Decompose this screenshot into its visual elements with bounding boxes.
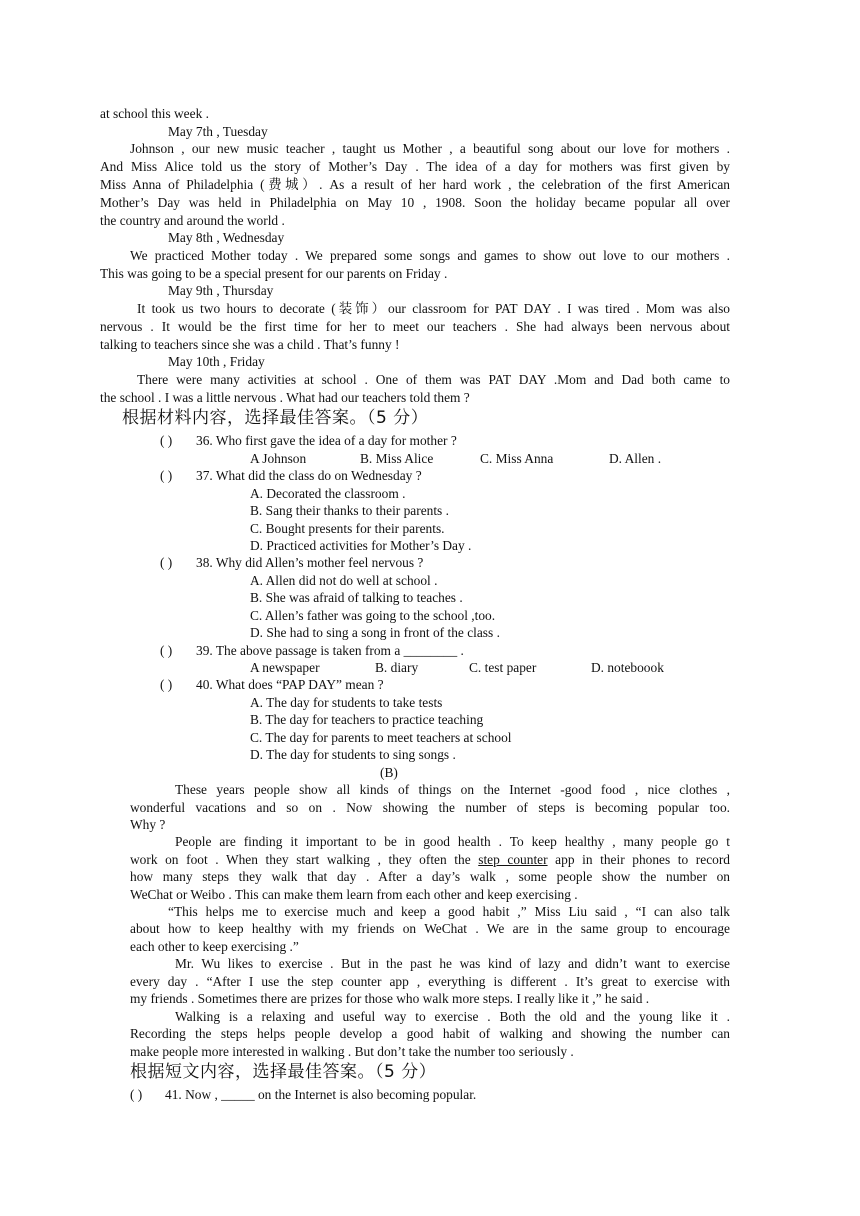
diary-line: the school . I was a little nervous . What had our teachers told them ? [100,390,470,405]
passage-line [130,851,730,869]
option: D. Allen . [609,451,662,466]
question-stem: 39. The above passage is taken from a ________ . [196,643,464,658]
diary-date: May 7th , Tuesday [168,124,268,139]
option: B. Sang their thanks to their parents . [250,503,449,518]
option: A. Decorated the classroom . [250,486,406,501]
diary-line: nervous . It would be the first time for her to meet our teachers . She had always been nervous about [100,319,730,334]
answer-blank[interactable]: ( ) [160,433,173,448]
passage-line: Walking is a relaxing and useful way to exercise . Both the old and the young like it . [175,1009,730,1024]
section-b-heading: (B) [380,765,398,780]
diary-line: talking to teachers since she was a child . That’s funny ! [100,337,400,352]
diary-line: There were many activities at school . One of them was PAT DAY .Mom and Dad both came to [137,372,730,387]
diary-line: This was going to be a special present for our parents on Friday . [100,266,448,281]
diary-line: And Miss Alice told us the story of Mother’s Day . The idea of a day for mothers was first given by [100,159,730,174]
diary-line: We practiced Mother today . We prepared some songs and games to show out love to our mothers . [130,248,730,263]
option: C. The day for parents to meet teachers at school [250,730,512,745]
answer-blank[interactable]: ( ) [130,1087,143,1102]
passage-line: Recording the steps helps people develop a good habit of walking and showing the number can [130,1026,730,1041]
passage-text: work on foot . When they start walking , they often the [130,852,479,867]
answer-blank[interactable]: ( ) [160,643,173,658]
passage-line: WeChat or Weibo . This can make them learn from each other and keep exercising . [130,887,578,902]
passage-line: wonderful vacations and so on . Now showing the number of steps is becoming popular too. [130,800,730,815]
option: B. diary [375,660,419,675]
option: C. Miss Anna [480,451,554,466]
option: A. Allen did not do well at school . [250,573,438,588]
option: C. Bought presents for their parents. [250,521,445,536]
option: D. Practiced activities for Mother’s Day . [250,538,472,553]
passage-line: about how to keep healthy with my friends on WeChat . We are in the same group to encourage [130,921,730,936]
option: D. noteboook [591,660,664,675]
passage-line: Mr. Wu likes to exercise . But in the past he was kind of lazy and didn’t want to exercise [175,956,730,971]
option: B. Miss Alice [360,451,434,466]
passage-line: each other to keep exercising .” [130,939,299,954]
step-counter-term: step counter [478,852,548,867]
option: D. The day for students to sing songs . [250,747,456,762]
intro-tail: at school this week . [100,106,209,121]
question-stem: 37. What did the class do on Wednesday ? [196,468,422,483]
passage-line: how many steps they walk that day . After a day’s walk , some people show the number on [130,869,730,884]
question-stem: 36. Who first gave the idea of a day for mother ? [196,433,457,448]
passage-line: People are finding it important to be in good health . To keep healthy , many people go t [175,834,730,849]
question-stem: 41. Now , _____ on the Internet is also becoming popular. [165,1087,477,1102]
question-stem: 38. Why did Allen’s mother feel nervous ? [196,555,424,570]
passage-line: “This helps me to exercise much and keep a good habit ,” Miss Liu said , “I can also talk [168,904,730,919]
passage-text: app in their phones to record [547,852,730,867]
diary-date: May 8th , Wednesday [168,230,285,245]
answer-blank[interactable]: ( ) [160,555,173,570]
diary-line: It took us two hours to decorate (装饰）our classroom for PAT DAY . I was tired . Mom was also [137,301,730,316]
passage-line: every day . “After I use the step counter app , everything is different . It’s great to exercise with [130,974,730,989]
diary-date: May 10th , Friday [168,354,265,369]
option: A. The day for students to take tests [250,695,443,710]
option: D. She had to sing a song in front of the class . [250,625,500,640]
option: A Johnson [250,451,307,466]
option: B. The day for teachers to practice teaching [250,712,484,727]
passage-line: These years people show all kinds of things on the Internet -good food , nice clothes , [175,782,730,797]
option: B. She was afraid of talking to teaches . [250,590,463,605]
diary-line: Johnson , our new music teacher , taught us Mother , a beautiful song about our love for mothers . [130,141,730,156]
diary-date: May 9th , Thursday [168,283,274,298]
diary-line: Miss Anna of Philadelphia (费城）. As a result of her hard work , the celebration of the first American [100,177,730,192]
answer-blank[interactable]: ( ) [160,677,173,692]
section-a-instruction: 根据材料内容，选择最佳答案。（5 分） [122,408,429,428]
section-b-instruction: 根据短文内容，选择最佳答案。（5 分） [130,1062,437,1082]
question-stem: 40. What does “PAP DAY” mean ? [196,677,384,692]
diary-line: Mother’s Day was held in Philadelphia on May 10 , 1908. Soon the holiday became popular all over [100,195,730,210]
option: C. Allen’s father was going to the school ,too. [250,608,496,623]
passage-line: my friends . Sometimes there are prizes for those who walk more steps. I really like it ,” he said . [130,991,650,1006]
option: A newspaper [250,660,320,675]
option: C. test paper [469,660,537,675]
passage-line: Why ? [130,817,166,832]
answer-blank[interactable]: ( ) [160,468,173,483]
diary-line: the country and around the world . [100,213,285,228]
passage-line: make people more interested in walking . But don’t take the number too seriously . [130,1044,574,1059]
